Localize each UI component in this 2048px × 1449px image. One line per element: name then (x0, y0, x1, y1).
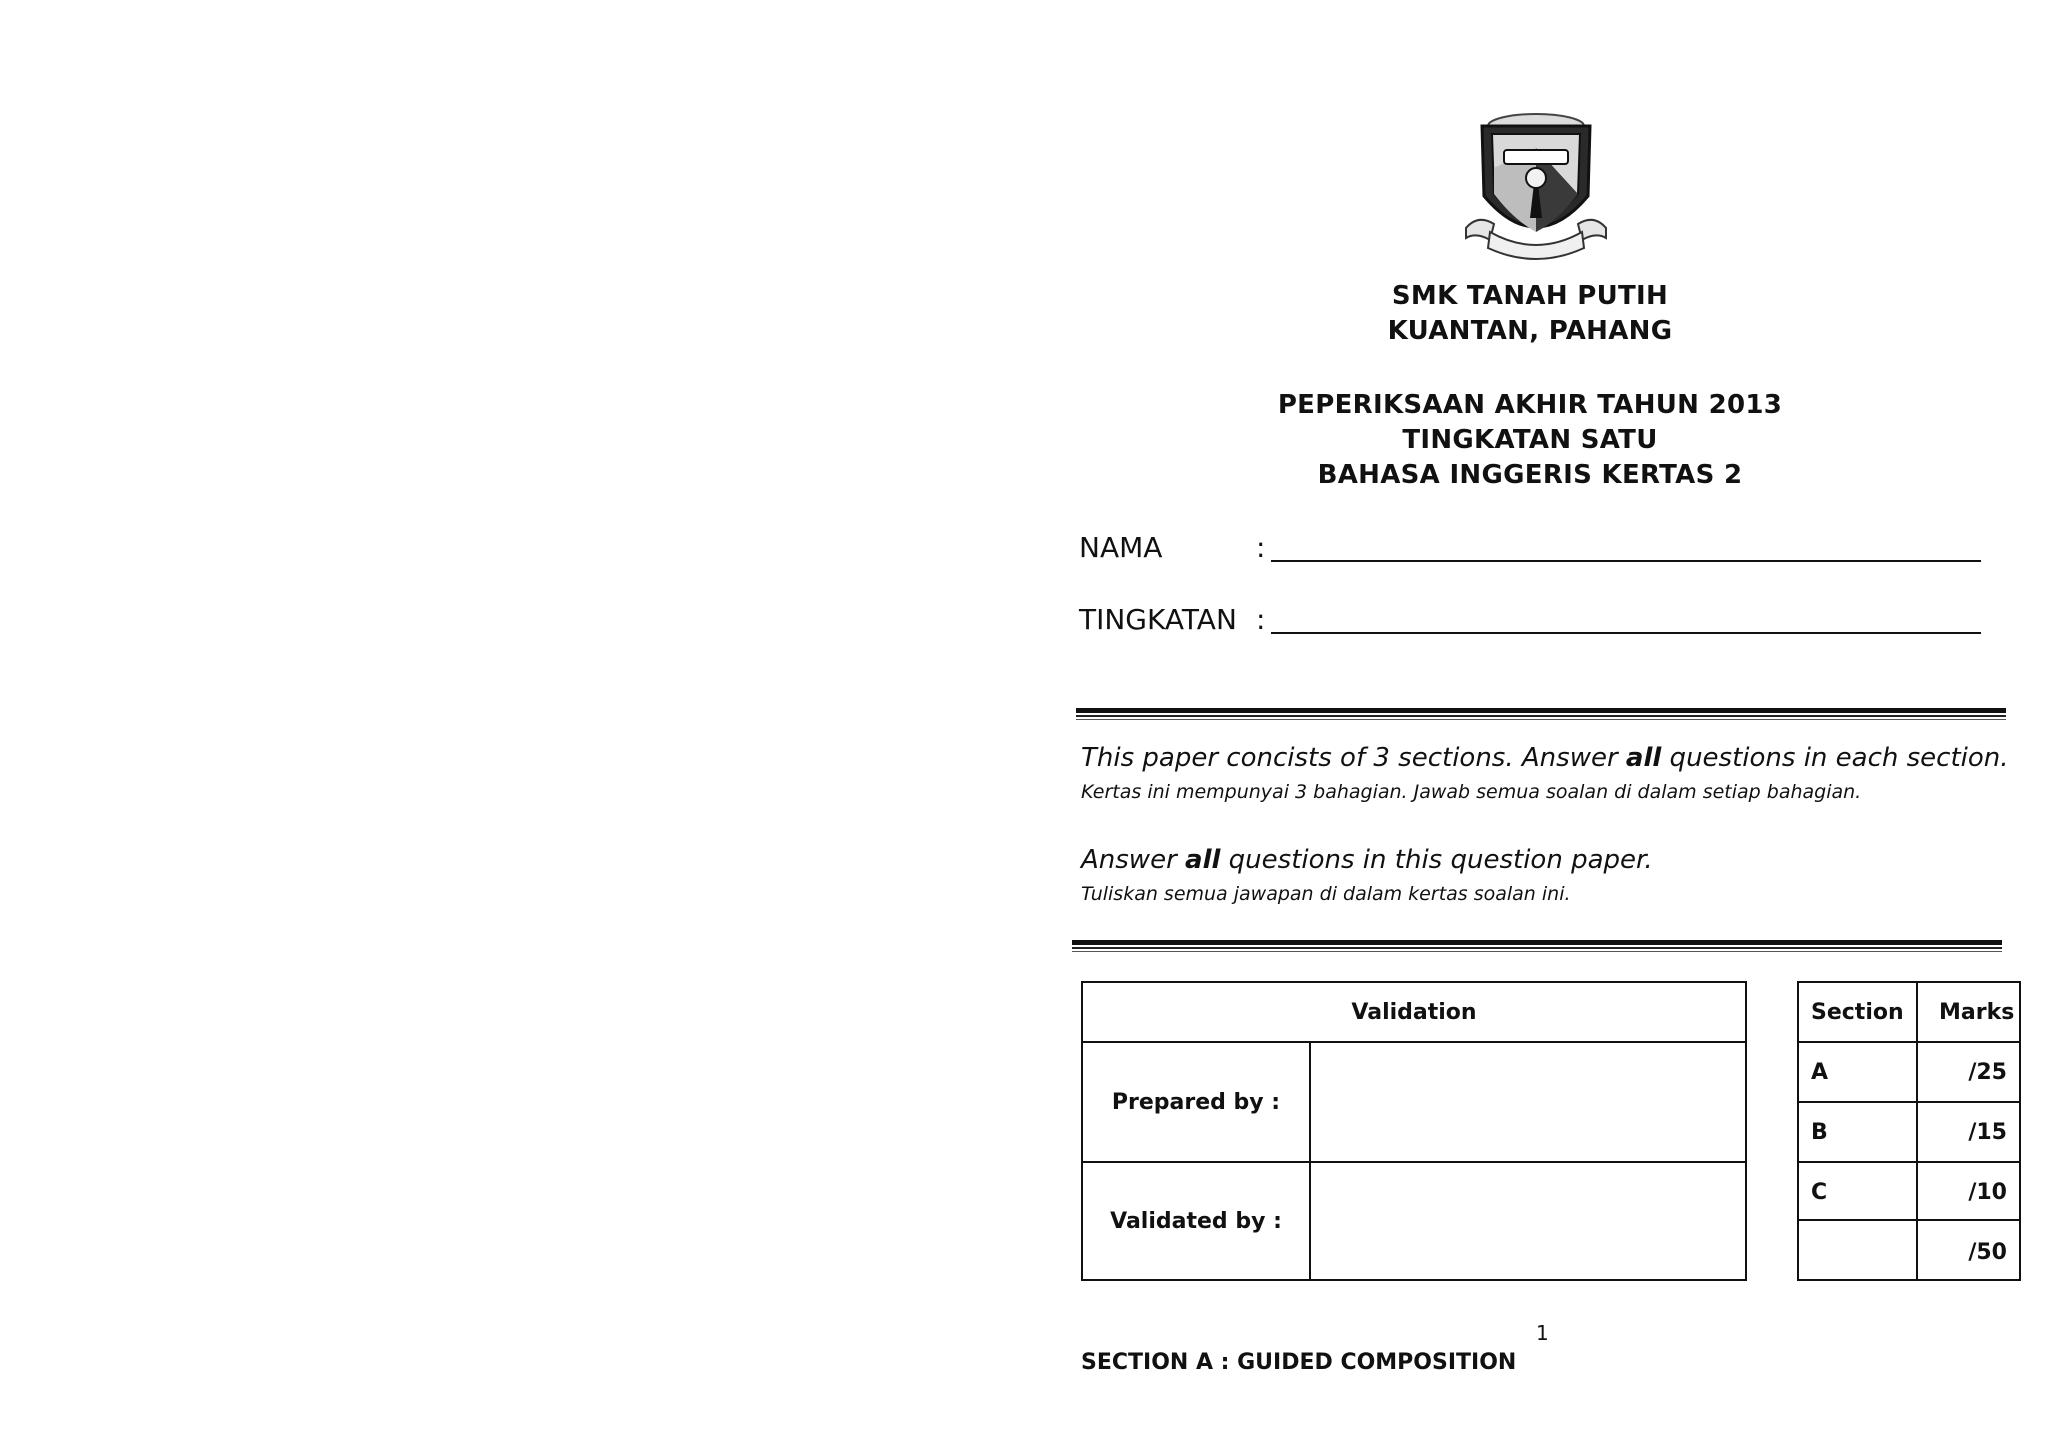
validated-by-field[interactable] (1311, 1163, 1745, 1279)
school-crest-icon (1460, 108, 1612, 266)
validation-table (1081, 981, 1747, 1281)
top-divider (1076, 708, 2006, 722)
page-number: 1 (1536, 1321, 1549, 1345)
form-level: TINGKATAN SATU (1402, 425, 1658, 455)
form-field[interactable] (1271, 632, 1981, 634)
instruction-line-2-malay: Tuliskan semua jawapan di dalam kertas soalan ini. (1081, 883, 1571, 905)
form-label: TINGKATAN (1079, 603, 1237, 636)
marks-header: Marks (1939, 1000, 2015, 1025)
total-marks: /50 (1968, 1240, 2007, 1265)
instruction-line-1-malay: Kertas ini mempunyai 3 bahagian. Jawab semua soalan di dalam setiap bahagian. (1081, 781, 1862, 803)
section-header: Section (1811, 1000, 1904, 1025)
section-a-marks: /25 (1968, 1060, 2007, 1085)
section-c-label: C (1811, 1180, 1828, 1205)
prepared-by-field[interactable] (1311, 1043, 1745, 1161)
prepared-by-label: Prepared by : (1111, 1089, 1281, 1115)
school-location: KUANTAN, PAHANG (1387, 316, 1673, 346)
validated-by-label: Validated by : (1110, 1208, 1282, 1234)
section-b-marks: /15 (1968, 1120, 2007, 1145)
instruction-line-2: Answer all questions in this question paper. (1081, 845, 1653, 875)
section-c-marks: /10 (1968, 1180, 2007, 1205)
name-field[interactable] (1271, 560, 1981, 562)
section-a-label: A (1811, 1060, 1829, 1085)
bottom-divider (1072, 940, 2002, 954)
school-name: SMK TANAH PUTIH (1391, 281, 1669, 311)
marks-table (1797, 981, 2021, 1281)
name-label: NAMA (1079, 531, 1163, 564)
exam-title: PEPERIKSAAN AKHIR TAHUN 2013 (1277, 390, 1783, 420)
validation-title: Validation (1351, 999, 1477, 1025)
name-colon: : (1256, 531, 1266, 564)
form-colon: : (1256, 603, 1266, 636)
instruction-line-1: This paper concists of 3 sections. Answer all questions in each section. (1081, 743, 2009, 773)
section-a-heading: SECTION A : GUIDED COMPOSITION (1081, 1350, 1517, 1375)
subject-title: BAHASA INGGERIS KERTAS 2 (1317, 460, 1743, 490)
section-b-label: B (1811, 1120, 1828, 1145)
